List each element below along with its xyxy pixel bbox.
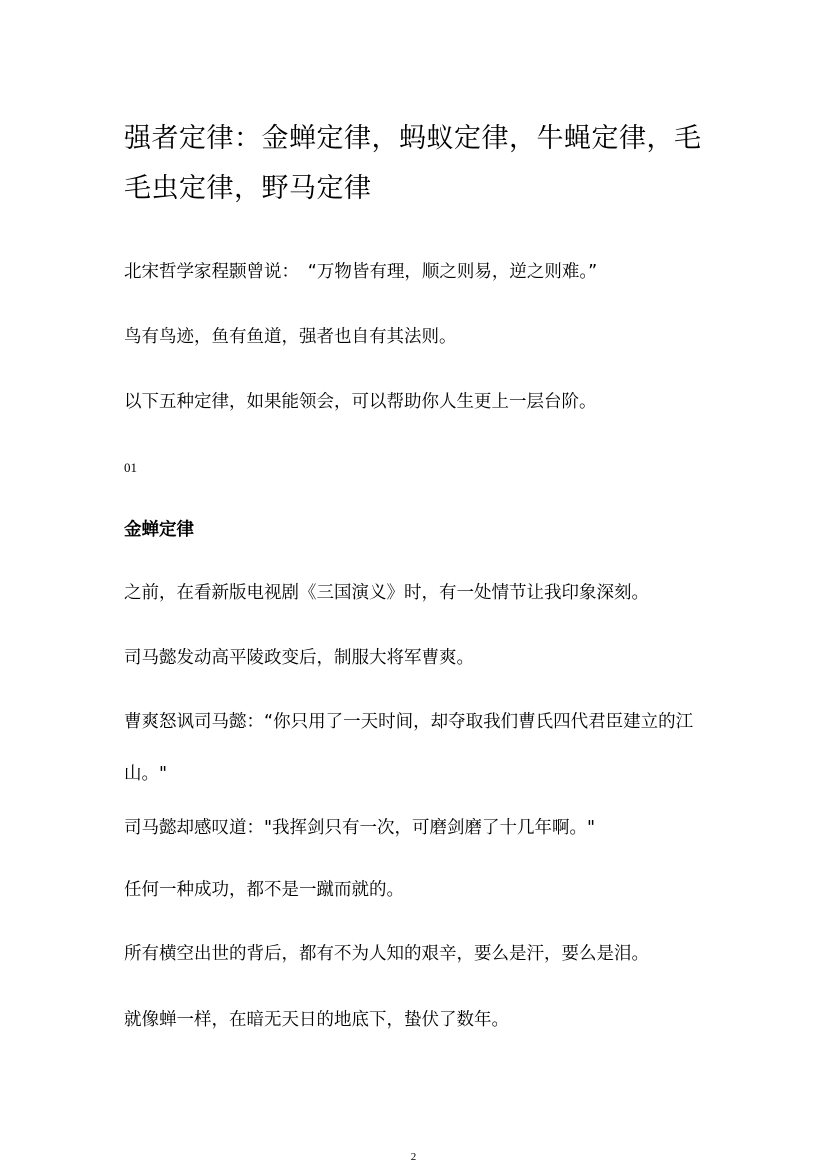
section-number: 01: [124, 460, 137, 475]
article-title: 强者定律：金蝉定律，蚂蚁定律，牛蝇定律，毛毛虫定律，野马定律: [124, 123, 702, 204]
intro-paragraph-1: 北宋哲学家程颢曾说： “万物皆有理，顺之则易，逆之则难。”: [124, 262, 598, 282]
section-paragraph-4: 司马懿却感叹道："我挥剑只有一次，可磨剑磨了十几年啊。": [124, 818, 596, 838]
section-paragraph-3: 曹爽怒讽司马懿：“你只用了一天时间，却夺取我们曹氏四代君臣建立的江山。": [124, 712, 694, 784]
section-paragraph-5: 任何一种成功，都不是一蹴而就的。: [124, 880, 404, 900]
section-paragraph-1: 之前，在看新版电视剧《三国演义》时，有一处情节让我印象深刻。: [124, 583, 649, 603]
section-paragraph-7: 就像蝉一样，在暗无天日的地底下，蛰伏了数年。: [124, 1010, 509, 1030]
section-paragraph-6: 所有横空出世的背后，都有不为人知的艰辛，要么是汗，要么是泪。: [124, 944, 649, 964]
page-number: 2: [410, 1151, 417, 1163]
section-paragraph-2: 司马懿发动高平陵政变后，制服大将军曹爽。: [124, 648, 474, 668]
intro-paragraph-3: 以下五种定律，如果能领会，可以帮助你人生更上一层台阶。: [124, 392, 597, 412]
intro-paragraph-2: 鸟有鸟迹，鱼有鱼道，强者也自有其法则。: [124, 327, 457, 347]
section-heading: 金蝉定律: [124, 520, 194, 540]
